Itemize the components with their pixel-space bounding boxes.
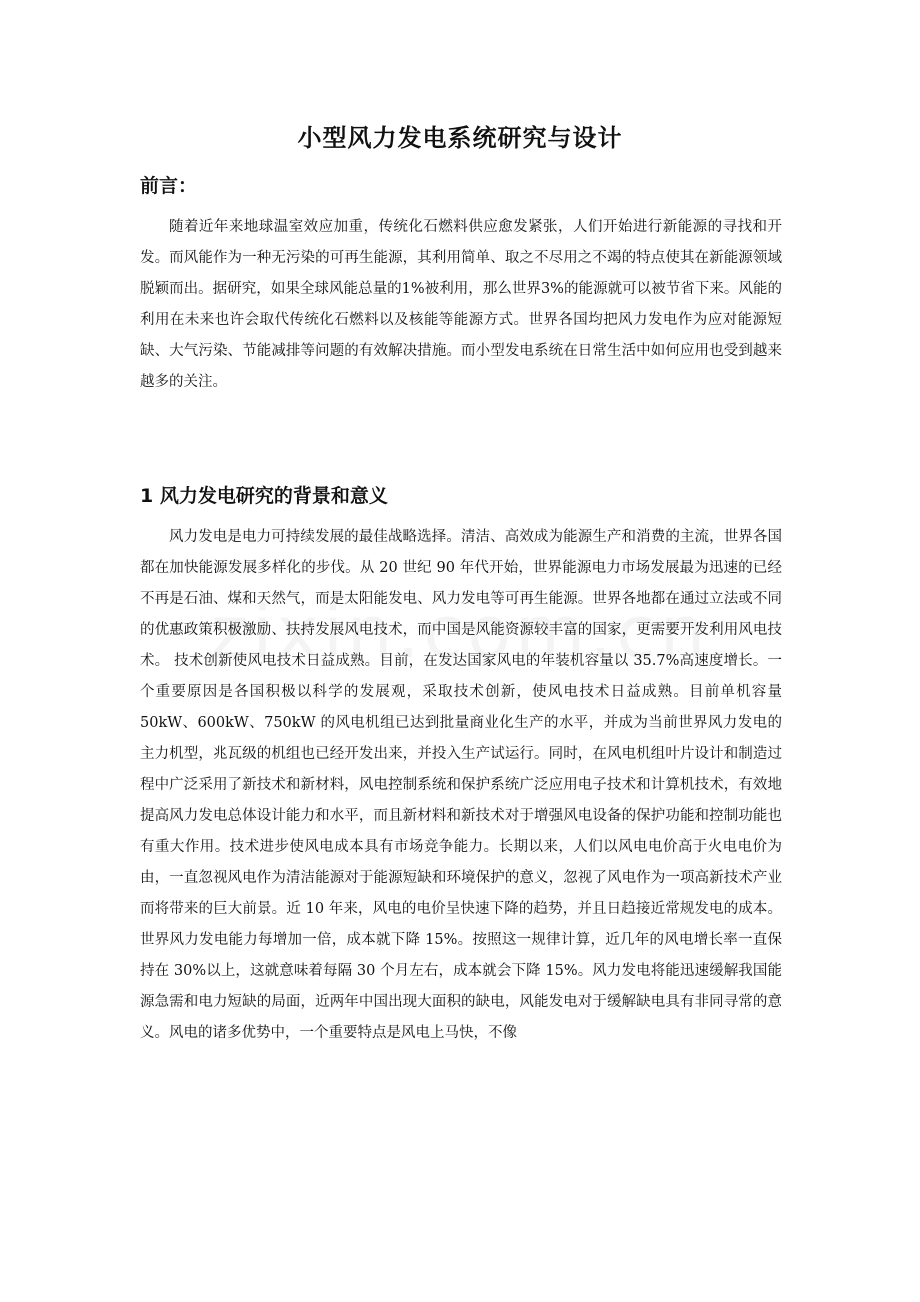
preface-paragraph: 随着近年来地球温室效应加重，传统化石燃料供应愈发紧张，人们开始进行新能源的寻找和开发。而风能作为一种无污染的可再生能源，其利用简单、取之不尽用之不竭的特点使其在新能源领域脱颖而出。据研究，如果全球风能总量的1%被利用，那么世界3%的能源就可以被节省下来。风能的利用在未来也许会取代传统化石燃料以及核能等能源方式。世界各国均把风力发电作为应对能源短缺、大气污染、节能减排等问题的有效解决措施。而小型发电系统在日常生活中如何应用也受到越来越多的关注。 bbox=[140, 219, 782, 390]
document-title: 小型风力发电系统研究与设计 bbox=[297, 124, 623, 152]
preface-heading: 前言： bbox=[140, 175, 198, 197]
section-1-paragraph: 风力发电是电力可持续发展的最佳战略选择。清洁、高效成为能源生产和消费的主流，世界各国都在加快能源发展多样化的步伐。从 20 世纪 90 年代开始，世界能源电力市场发展最为迅速的已经不再是石油、煤和天然气，而是太阳能发电、风力发电等可再生能源。世界各地都在通过立法或不同的优惠政策积极激励、扶持发展风电技术，而中国是风能资源较丰富的国家，更需要开发利用风电技术。 技术创新使风电技术日益成熟。目前，在发达国家风电的年装机容量以 35.7%高速度增长。一个重要原因是各国积极以科学的发展观，采取技术创新，使风电技术日益成熟。目前单机容量 50kW、600kW、750kW 的风电机组已达到批量商业化生产的水平，并成为当前世界风力发电的主力机型，兆瓦级的机组也已经开发出来，并投入生产试运行。同时，在风电机组叶片设计和制造过程中广泛采用了新技术和新材料，风电控制系统和保护系统广泛应用电子技术和计算机技术，有效地提高风力发电总体设计能力和水平，而且新材料和新技术对于增强风电设备的保护功能和控制功能也有重大作用。技术进步使风电成本具有市场竞争能力。长期以来，人们以风电电价高于火电电价为由，一直忽视风电作为清洁能源对于能源短缺和环境保护的意义，忽视了风电作为一项高新技术产业而将带来的巨大前景。近 10 年来，风电的电价呈快速下降的趋势，并且日趋接近常规发电的成本。世界风力发电能力每增加一倍，成本就下降 15%。按照这一规律计算，近几年的风电增长率一直保持在 30%以上，这就意味着每隔 30 个月左右，成本就会下降 15%。风力发电将能迅速缓解我国能源急需和电力短缺的局面，近两年中国出现大面积的缺电，风能发电对于缓解缺电具有非同寻常的意义。风电的诸多优势中，一个重要特点是风电上马快，不像 bbox=[140, 529, 782, 1041]
section-1-heading: 1 风力发电研究的背景和意义 bbox=[140, 485, 388, 507]
